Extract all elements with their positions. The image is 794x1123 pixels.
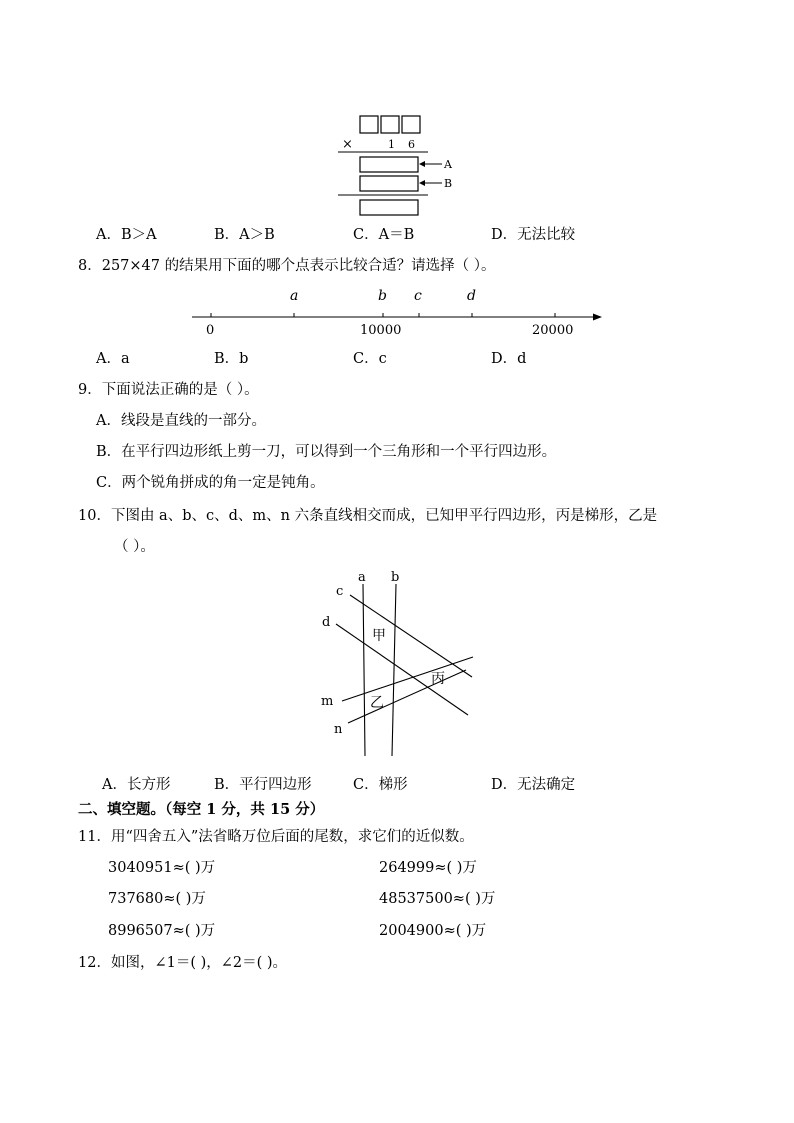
arrow-a-head [419, 161, 425, 167]
q11-item-2[interactable]: 264999≈( )万 [379, 860, 477, 876]
line-label-d: d [322, 615, 331, 630]
q8-option-c[interactable]: C．c [353, 351, 387, 367]
point-label-b: b [378, 288, 387, 304]
multiply-sign: × [342, 137, 353, 152]
multiplier-digit-1: 1 [388, 138, 395, 151]
point-label-d: d [467, 288, 476, 304]
q8-option-b[interactable]: B．b [214, 351, 249, 367]
q8-option-d[interactable]: D．d [491, 351, 527, 367]
line-b [392, 584, 396, 756]
line-n [348, 670, 466, 723]
line-c [350, 595, 472, 677]
q11-item-5[interactable]: 8996507≈( )万 [108, 923, 216, 939]
region-label-jia: 甲 [372, 628, 386, 644]
multiplication-diagram [336, 112, 466, 220]
q10-question-line2: （ ）。 [114, 539, 155, 555]
line-a [363, 584, 365, 756]
multiplier-digit-2: 6 [408, 138, 415, 151]
digit-box-1 [360, 116, 378, 133]
line-label-m: m [321, 694, 334, 709]
line-label-c: c [336, 584, 344, 599]
q10-question-line1: 10．下图由 a、b、c、d、m、n 六条直线相交而成，已知甲平行四边形，丙是梯形，乙是 [78, 508, 658, 524]
arrow-b-head [419, 180, 425, 186]
q10-option-b[interactable]: B．平行四边形 [214, 777, 312, 793]
region-label-bing: 丙 [431, 671, 445, 687]
q8-question: 8．257×47 的结果用下面的哪个点表示比较合适？请选择（ ）。 [78, 258, 496, 274]
line-d [336, 624, 468, 715]
q12-question[interactable]: 12．如图，∠1＝( )，∠2＝( )。 [78, 955, 288, 971]
partial-product-b-box [360, 176, 418, 191]
q10-option-d[interactable]: D．无法确定 [491, 777, 576, 793]
q9-option-c[interactable]: C．两个锐角拼成的角一定是钝角。 [96, 475, 325, 491]
line-label-b: b [391, 570, 400, 585]
line-label-a: a [358, 570, 366, 585]
line-m [342, 657, 473, 701]
q11-item-4[interactable]: 48537500≈( )万 [379, 891, 496, 907]
q10-option-c[interactable]: C．梯形 [353, 777, 408, 793]
product-box [360, 200, 418, 215]
number-line [188, 284, 608, 340]
q7-option-d[interactable]: D．无法比较 [491, 227, 576, 243]
number-line-arrow [593, 314, 602, 321]
q10-option-a[interactable]: A．长方形 [102, 777, 171, 793]
tick-label-0: 0 [206, 323, 215, 338]
tick-label-10000: 10000 [360, 323, 402, 338]
q11-item-6[interactable]: 2004900≈( )万 [379, 923, 487, 939]
q11-item-3[interactable]: 737680≈( )万 [108, 891, 206, 907]
region-label-yi: 乙 [370, 695, 384, 711]
line-label-n: n [334, 722, 343, 737]
q9-question: 9．下面说法正确的是（ ）。 [78, 382, 259, 398]
tick-label-20000: 20000 [532, 323, 574, 338]
point-label-a: a [290, 288, 299, 304]
q9-option-b[interactable]: B．在平行四边形纸上剪一刀，可以得到一个三角形和一个平行四边形。 [96, 444, 557, 460]
q7-option-a[interactable]: A．B＞A [96, 227, 157, 243]
q9-option-a[interactable]: A．线段是直线的一部分。 [96, 413, 266, 429]
point-label-c: c [414, 288, 422, 304]
q11-item-1[interactable]: 3040951≈( )万 [108, 860, 216, 876]
q11-question: 11．用“四舍五入”法省略万位后面的尾数，求它们的近似数。 [78, 829, 474, 845]
intersecting-lines-figure [316, 566, 486, 762]
q7-option-b[interactable]: B．A＞B [214, 227, 275, 243]
q7-option-c[interactable]: C．A＝B [353, 227, 415, 243]
digit-box-3 [402, 116, 420, 133]
label-b: B [444, 177, 453, 190]
label-a: A [444, 158, 452, 171]
section2-title: 二、填空题。（每空 1 分，共 15 分） [78, 801, 325, 818]
partial-product-a-box [360, 157, 418, 172]
digit-box-2 [381, 116, 399, 133]
q8-option-a[interactable]: A．a [96, 351, 130, 367]
